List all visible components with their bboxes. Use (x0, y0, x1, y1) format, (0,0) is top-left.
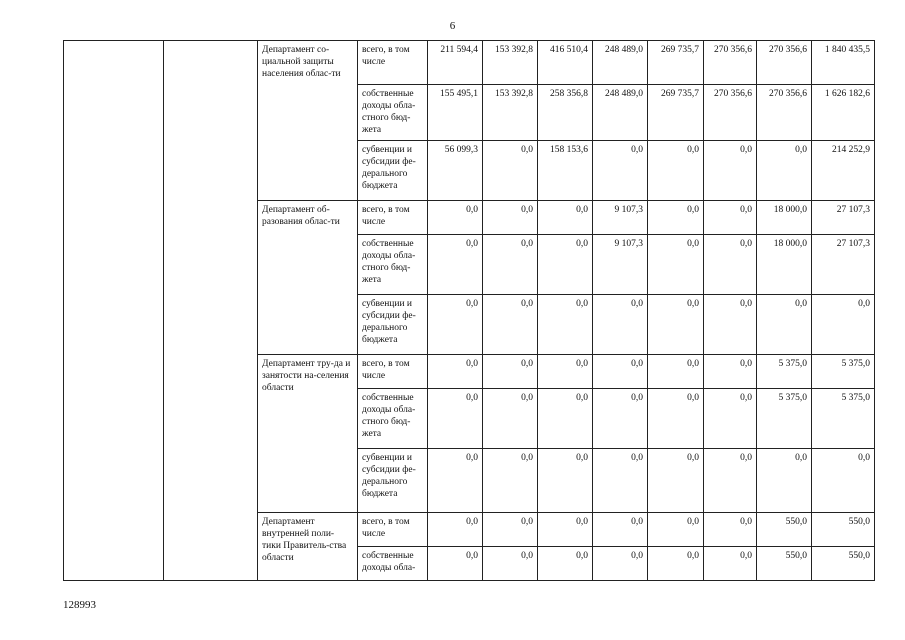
amount-cell: 0,0 (704, 295, 757, 355)
amount-cell: 270 356,6 (704, 85, 757, 141)
page-number: 6 (449, 20, 456, 32)
funding-category: собственные доходы обла- (358, 547, 428, 581)
amount-cell: 0,0 (483, 513, 538, 547)
amount-cell: 0,0 (593, 141, 648, 201)
amount-cell: 0,0 (538, 513, 593, 547)
amount-cell: 0,0 (704, 547, 757, 581)
amount-cell: 0,0 (648, 389, 704, 449)
amount-cell: 0,0 (704, 449, 757, 513)
amount-cell: 0,0 (483, 449, 538, 513)
amount-cell: 18 000,0 (757, 201, 812, 235)
document-code: 128993 (63, 599, 96, 611)
funding-category: собственные доходы обла-стного бюд-жета (358, 235, 428, 295)
amount-cell: 0,0 (648, 449, 704, 513)
funding-category: всего, в том числе (358, 513, 428, 547)
amount-cell: 270 356,6 (704, 41, 757, 85)
department-name: Департамент со-циальной защиты населения облас-ти (258, 41, 358, 201)
amount-cell: 0,0 (538, 355, 593, 389)
funding-category: субвенции и субсидии фе-дерального бюджета (358, 295, 428, 355)
amount-cell: 0,0 (483, 389, 538, 449)
amount-cell: 0,0 (428, 201, 483, 235)
amount-cell: 9 107,3 (593, 201, 648, 235)
amount-cell: 0,0 (648, 235, 704, 295)
amount-cell: 0,0 (428, 235, 483, 295)
amount-cell: 0,0 (483, 295, 538, 355)
amount-cell: 0,0 (648, 355, 704, 389)
amount-cell: 0,0 (483, 201, 538, 235)
amount-cell: 153 392,8 (483, 85, 538, 141)
amount-cell: 0,0 (704, 201, 757, 235)
amount-cell: 269 735,7 (648, 41, 704, 85)
amount-cell: 0,0 (648, 547, 704, 581)
amount-cell: 0,0 (704, 513, 757, 547)
funding-category: субвенции и субсидии фе-дерального бюджета (358, 449, 428, 513)
amount-cell: 214 252,9 (812, 141, 875, 201)
amount-cell: 0,0 (648, 295, 704, 355)
funding-category: всего, в том числе (358, 201, 428, 235)
amount-cell: 0,0 (428, 389, 483, 449)
budget-table (63, 40, 875, 581)
empty-column-2 (164, 41, 258, 581)
amount-cell: 0,0 (593, 355, 648, 389)
amount-cell: 0,0 (538, 295, 593, 355)
amount-cell: 0,0 (648, 513, 704, 547)
amount-cell: 211 594,4 (428, 41, 483, 85)
amount-cell: 248 489,0 (593, 41, 648, 85)
amount-cell: 18 000,0 (757, 235, 812, 295)
amount-cell: 416 510,4 (538, 41, 593, 85)
amount-cell: 0,0 (428, 547, 483, 581)
amount-cell: 0,0 (538, 201, 593, 235)
amount-cell: 0,0 (757, 141, 812, 201)
funding-category: собственные доходы обла-стного бюд-жета (358, 85, 428, 141)
amount-cell: 0,0 (593, 513, 648, 547)
department-name: Департамент об-разования облас-ти (258, 201, 358, 355)
amount-cell: 5 375,0 (812, 355, 875, 389)
amount-cell: 27 107,3 (812, 235, 875, 295)
amount-cell: 0,0 (757, 295, 812, 355)
amount-cell: 0,0 (593, 295, 648, 355)
amount-cell: 5 375,0 (757, 355, 812, 389)
amount-cell: 248 489,0 (593, 85, 648, 141)
amount-cell: 0,0 (704, 141, 757, 201)
amount-cell: 550,0 (757, 513, 812, 547)
amount-cell: 5 375,0 (812, 389, 875, 449)
amount-cell: 0,0 (483, 547, 538, 581)
amount-cell: 270 356,6 (757, 85, 812, 141)
amount-cell: 1 626 182,6 (812, 85, 875, 141)
amount-cell: 9 107,3 (593, 235, 648, 295)
amount-cell: 0,0 (704, 235, 757, 295)
funding-category: всего, в том числе (358, 355, 428, 389)
amount-cell: 158 153,6 (538, 141, 593, 201)
funding-category: всего, в том числе (358, 41, 428, 85)
amount-cell: 0,0 (812, 295, 875, 355)
amount-cell: 0,0 (593, 547, 648, 581)
department-name: Департамент тру-да и занятости на-селения области (258, 355, 358, 513)
amount-cell: 0,0 (428, 449, 483, 513)
table-row (64, 41, 875, 85)
department-name: Департамент внутренней поли-тики Правитель-ства области (258, 513, 358, 581)
amount-cell: 269 735,7 (648, 85, 704, 141)
amount-cell: 0,0 (538, 547, 593, 581)
amount-cell: 153 392,8 (483, 41, 538, 85)
amount-cell: 0,0 (812, 449, 875, 513)
amount-cell: 0,0 (648, 141, 704, 201)
amount-cell: 258 356,8 (538, 85, 593, 141)
amount-cell: 56 099,3 (428, 141, 483, 201)
amount-cell: 270 356,6 (757, 41, 812, 85)
amount-cell: 1 840 435,5 (812, 41, 875, 85)
amount-cell: 5 375,0 (757, 389, 812, 449)
amount-cell: 155 495,1 (428, 85, 483, 141)
amount-cell: 27 107,3 (812, 201, 875, 235)
amount-cell: 0,0 (648, 201, 704, 235)
amount-cell: 550,0 (812, 513, 875, 547)
amount-cell: 0,0 (757, 449, 812, 513)
amount-cell: 0,0 (538, 449, 593, 513)
amount-cell: 0,0 (704, 389, 757, 449)
amount-cell: 0,0 (483, 235, 538, 295)
amount-cell: 0,0 (593, 449, 648, 513)
amount-cell: 0,0 (428, 295, 483, 355)
amount-cell: 0,0 (483, 141, 538, 201)
amount-cell: 0,0 (428, 355, 483, 389)
amount-cell: 0,0 (593, 389, 648, 449)
amount-cell: 0,0 (538, 389, 593, 449)
amount-cell: 0,0 (428, 513, 483, 547)
amount-cell: 550,0 (812, 547, 875, 581)
funding-category: собственные доходы обла-стного бюд-жета (358, 389, 428, 449)
amount-cell: 0,0 (704, 355, 757, 389)
amount-cell: 550,0 (757, 547, 812, 581)
empty-column-1 (64, 41, 164, 581)
amount-cell: 0,0 (538, 235, 593, 295)
amount-cell: 0,0 (483, 355, 538, 389)
funding-category: субвенции и субсидии фе-дерального бюджета (358, 141, 428, 201)
